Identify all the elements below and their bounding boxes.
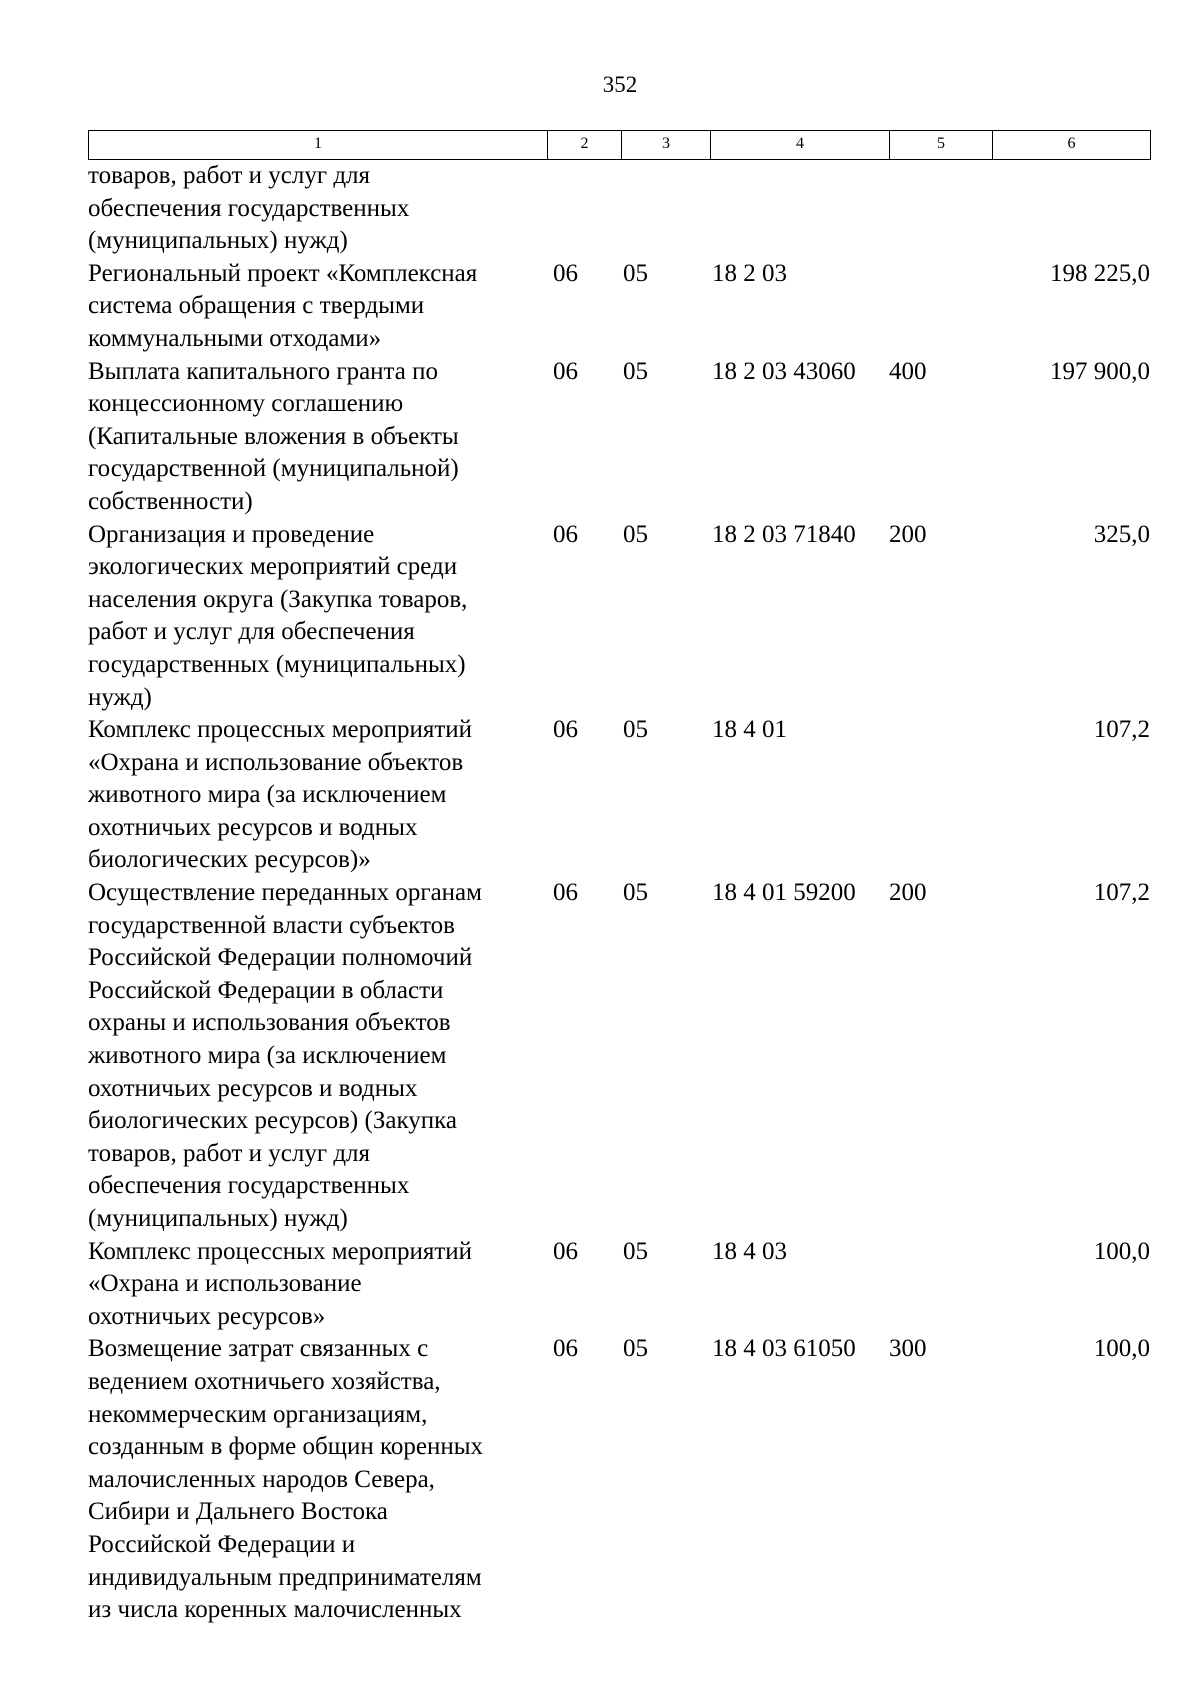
expense-type-code — [889, 258, 992, 356]
amount: 107,2 — [1093, 716, 1150, 744]
target-article-code: 18 2 03 71840 — [712, 520, 856, 548]
expense-type-code — [889, 160, 992, 258]
subsection-code: 05 — [623, 716, 648, 744]
subsection-code: 05 — [623, 357, 648, 385]
target-article-code — [710, 160, 889, 258]
section-code: 06 — [553, 716, 578, 744]
subsection-code: 05 — [623, 879, 648, 907]
target-article-code: 18 2 03 43060 — [712, 357, 856, 385]
subsection-code: 05 — [623, 259, 648, 287]
expense-type-code: 200 — [889, 879, 927, 907]
column-header-6: 6 — [993, 131, 1151, 160]
target-article-code: 18 4 01 — [712, 716, 787, 744]
amount: 198 225,0 — [1050, 259, 1150, 287]
section-code: 06 — [553, 1237, 578, 1265]
target-article-code: 18 4 03 61050 — [712, 1335, 856, 1363]
expense-type-code — [889, 1236, 992, 1334]
item-name: Организация и проведение экологических мероприятий среди населения округа (Закупка товаров, работ и услуг для обеспечения государственных (муниципальных) нужд) — [88, 520, 468, 711]
budget-table — [88, 160, 1150, 1627]
amount: 100,0 — [1093, 1335, 1150, 1363]
section-code: 06 — [553, 879, 578, 907]
expense-type-code: 300 — [889, 1335, 927, 1363]
column-header-row — [89, 131, 1151, 160]
target-article-code: 18 4 03 — [712, 1237, 787, 1265]
amount: 107,2 — [1093, 879, 1150, 907]
table-row — [88, 519, 1150, 715]
item-name: Возмещение затрат связанных с ведением охотничьего хозяйства, некоммерческим организациям, созданным в форме общин коренных малочисленных народов Севера, Сибири и Дальнего Востока Российской Федерации и индивидуальным предпринимателям из числа коренных малочисленных — [88, 1335, 484, 1624]
amount: 100,0 — [1093, 1237, 1150, 1265]
page-number: 352 — [602, 72, 638, 97]
target-article-code: 18 2 03 — [712, 259, 787, 287]
item-name: Региональный проект «Комплексная система обращения с твердыми коммунальными отходами» — [88, 259, 478, 352]
amount: 197 900,0 — [1050, 357, 1150, 385]
column-header-5: 5 — [890, 131, 993, 160]
table-row — [88, 356, 1150, 519]
item-name: Осуществление переданных органам государственной власти субъектов Российской Федерации полномочий Российской Федерации в области охраны и использования объектов животного мира (за исключением охотничьих ресурсов и водных биологических ресурсов) (Закупка товаров, работ и услуг для обеспечения государственных (муниципальных) нужд) — [88, 879, 482, 1232]
table-row — [88, 877, 1150, 1236]
subsection-code — [621, 160, 710, 258]
table-row — [88, 714, 1150, 877]
section-code: 06 — [553, 357, 578, 385]
subsection-code: 05 — [623, 520, 648, 548]
expense-type-code: 400 — [889, 357, 927, 385]
item-name: Выплата капитального гранта по концессионному соглашению (Капитальные вложения в объекты государственной (муниципальной) собственности) — [88, 357, 459, 515]
section-code: 06 — [553, 259, 578, 287]
item-name: Комплекс процессных мероприятий «Охрана и использование охотничьих ресурсов» — [88, 1237, 473, 1330]
section-code — [547, 160, 621, 258]
target-article-code: 18 4 01 59200 — [712, 879, 856, 907]
column-header-2: 2 — [548, 131, 622, 160]
table-row — [88, 1333, 1150, 1626]
table-row — [88, 160, 1150, 258]
expense-type-code — [889, 714, 992, 877]
subsection-code: 05 — [623, 1237, 648, 1265]
subsection-code: 05 — [623, 1335, 648, 1363]
item-name: Комплекс процессных мероприятий «Охрана и использование объектов животного мира (за исключением охотничьих ресурсов и водных биологических ресурсов)» — [88, 716, 473, 874]
section-code: 06 — [553, 1335, 578, 1363]
column-header-3: 3 — [622, 131, 711, 160]
column-header-4: 4 — [711, 131, 890, 160]
section-code: 06 — [553, 520, 578, 548]
column-header-table — [88, 130, 1151, 160]
amount: 325,0 — [1093, 520, 1150, 548]
amount — [992, 160, 1150, 258]
column-header-1: 1 — [89, 131, 548, 160]
expense-type-code: 200 — [889, 520, 927, 548]
table-row — [88, 258, 1150, 356]
item-name: товаров, работ и услуг для обеспечения государственных (муниципальных) нужд) — [88, 162, 410, 255]
table-row — [88, 1236, 1150, 1334]
